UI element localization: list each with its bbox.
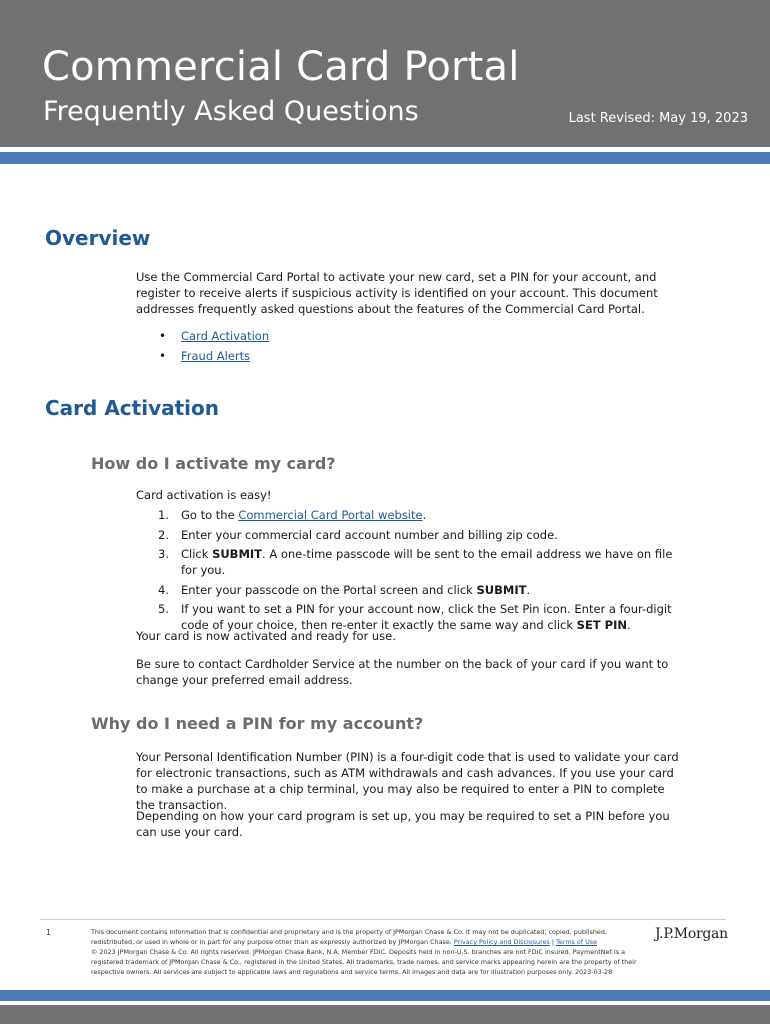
email-change-note: Be sure to contact Cardholder Service at the number on the back of your card if you want to change your preferred email address. xyxy=(136,657,669,687)
step-keyword: SUBMIT xyxy=(212,547,263,561)
fraud-alerts-link[interactable]: Fraud Alerts xyxy=(181,349,251,363)
step-number: 5. xyxy=(158,602,169,616)
list-item xyxy=(136,328,269,348)
header-banner xyxy=(0,0,770,147)
footer-divider xyxy=(40,919,726,920)
step-text: Click xyxy=(181,547,213,561)
step-number: 2. xyxy=(158,527,169,542)
page-number: 1 xyxy=(46,928,52,937)
step-text: Enter your commercial card account number and billing zip code. xyxy=(181,527,558,542)
jpmorgan-logo: J.P.Morgan xyxy=(655,926,728,942)
step-text: . xyxy=(526,582,531,597)
step-text: . xyxy=(627,618,631,632)
card-activation-link[interactable]: Card Activation xyxy=(181,329,270,343)
disclaimer-text: © 2023 JPMorgan Chase & Co. All rights reserved. JPMorgan Chase Bank, N.A. Member FDIC. Deposits held in non-U.S. branches are not FDIC insured. PaymentNet is a registered trademark of JPMorgan Chase & Co., registered in the United States. All trademarks, trade names, and service marks appearing herein are the property of their respective owners. All services are subject to applicable laws and regulations and service terms. All images and data are for illustration purposes only. 2023-03-28 xyxy=(91,948,637,976)
step-number: 3. xyxy=(158,547,169,561)
activation-confirmation: Your card is now activated and ready for use. xyxy=(136,629,396,643)
overview-heading: Overview xyxy=(45,226,151,250)
step-keyword: SET PIN xyxy=(576,618,627,632)
step-number: 4. xyxy=(158,582,169,597)
page-subtitle: Frequently Asked Questions xyxy=(43,96,419,127)
step-text: . xyxy=(422,508,427,522)
list-item xyxy=(136,527,684,543)
pin-requirement-note: Depending on how your card program is set up, you may be required to set a PIN before you can use your card. xyxy=(136,809,670,839)
header-stripe xyxy=(0,152,770,164)
last-revised-date: Last Revised: May 19, 2023 xyxy=(568,111,748,126)
list-item xyxy=(136,582,684,598)
question-why-pin: Why do I need a PIN for my account? xyxy=(91,714,424,733)
step-text: Go to the xyxy=(181,508,239,522)
list-item xyxy=(136,348,269,368)
footer-stripe xyxy=(0,990,770,1001)
overview-intro: Use the Commercial Card Portal to activate your new card, set a PIN for your account, and register to receive alerts if suspicious activity is identified on your account. This document addresses frequently asked questions about the features of the Commercial Card Portal. xyxy=(136,270,658,316)
footer-band xyxy=(0,1005,770,1024)
step-text: . A one-time passcode will be sent to the email address we have on file for you. xyxy=(181,547,673,577)
question-activate-card: How do I activate my card? xyxy=(91,454,336,473)
list-item xyxy=(136,546,684,578)
step-text: Enter your passcode on the Portal screen and click xyxy=(181,582,477,597)
privacy-policy-link[interactable]: Privacy Policy and Disclosures xyxy=(453,938,550,946)
footer-disclaimer xyxy=(91,927,639,977)
terms-of-use-link[interactable]: Terms of Use xyxy=(556,938,598,946)
activation-steps xyxy=(136,507,684,637)
activation-lead: Card activation is easy! xyxy=(136,488,272,502)
step-number: 1. xyxy=(158,508,169,522)
disclaimer-text: This document contains information that is confidential and proprietary and is the property of JPMorgan Chase & Co. It may not be duplicated, copied, published, redistributed, or used in whole or in part for any purpose other than as expressly authorized by JPMorgan Chase. xyxy=(91,928,607,946)
step-text: If you want to set a PIN for your account now, click the Set Pin icon. Enter a four-digit code of your choice, then re-enter it exactly the same way and click xyxy=(181,602,672,632)
step-keyword: SUBMIT xyxy=(476,582,527,597)
page-title: Commercial Card Portal xyxy=(42,44,520,90)
list-item xyxy=(136,507,684,523)
card-activation-heading: Card Activation xyxy=(45,396,219,420)
overview-link-list xyxy=(136,328,269,368)
portal-website-link[interactable]: Commercial Card Portal website xyxy=(238,508,423,522)
link-separator: | xyxy=(549,938,557,946)
pin-explanation: Your Personal Identification Number (PIN) is a four-digit code that is used to validate your card for electronic transactions, such as ATM withdrawals and cash advances. If you use your card to make a purchase at a chip terminal, you may also be required to enter a PIN to complete the transaction. xyxy=(136,750,679,812)
